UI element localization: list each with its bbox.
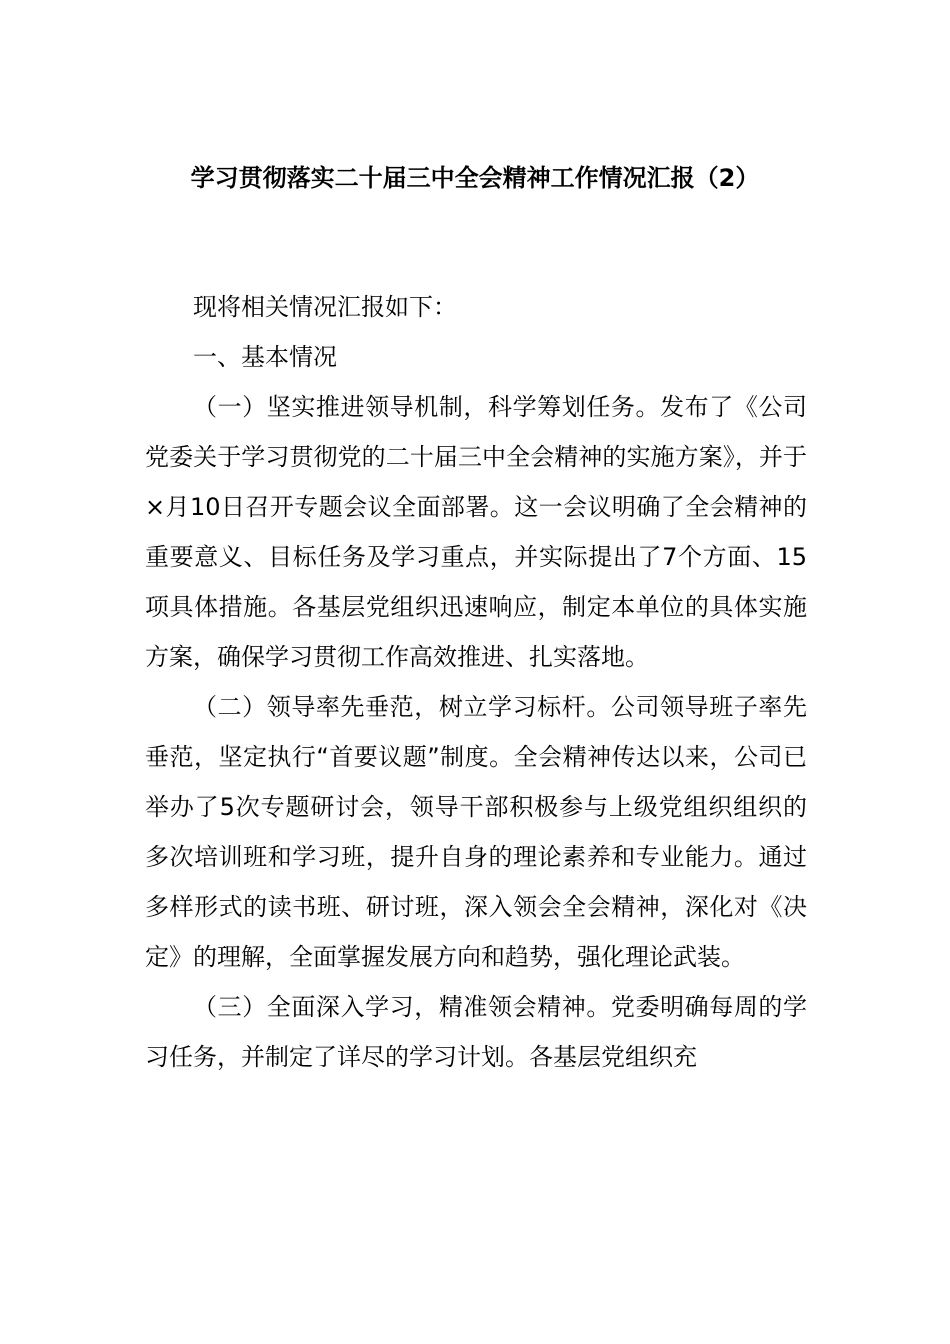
section-heading: 一、基本情况 <box>193 343 337 371</box>
paragraph-1: （一）坚实推进领导机制，科学筹划任务。发布了《公司党委关于学习贯彻党的二十届三中全会精神的实施方案》，并于×月10日召开专题会议全面部署。这一会议明确了全会精神的重要意义、目标任务及学习重点，并实际提出了7个方面、15项具体措施。各基层党组织迅速响应，制定本单位的具体实施方案，确保学习贯彻工作高效推进、扎实落地。 <box>145 393 807 671</box>
paragraph-3: （三）全面深入学习，精准领会精神。党委明确每周的学习任务，并制定了详尽的学习计划。各基层党组织充 <box>145 993 807 1071</box>
document-body <box>145 282 807 1082</box>
paragraph-2: （二）领导率先垂范，树立学习标杆。公司领导班子率先垂范，坚定执行“首要议题”制度。全会精神传达以来，公司已举办了5次专题研讨会，领导干部积极参与上级党组织组织的多次培训班和学习班，提升自身的理论素养和专业能力。通过多样形式的读书班、研讨班，深入领会全会精神，深化对《决定》的理解，全面掌握发展方向和趋势，强化理论武装。 <box>145 693 807 971</box>
document-title: 学习贯彻落实二十届三中全会精神工作情况汇报（2） <box>190 164 760 192</box>
intro-paragraph: 现将相关情况汇报如下： <box>193 293 457 321</box>
